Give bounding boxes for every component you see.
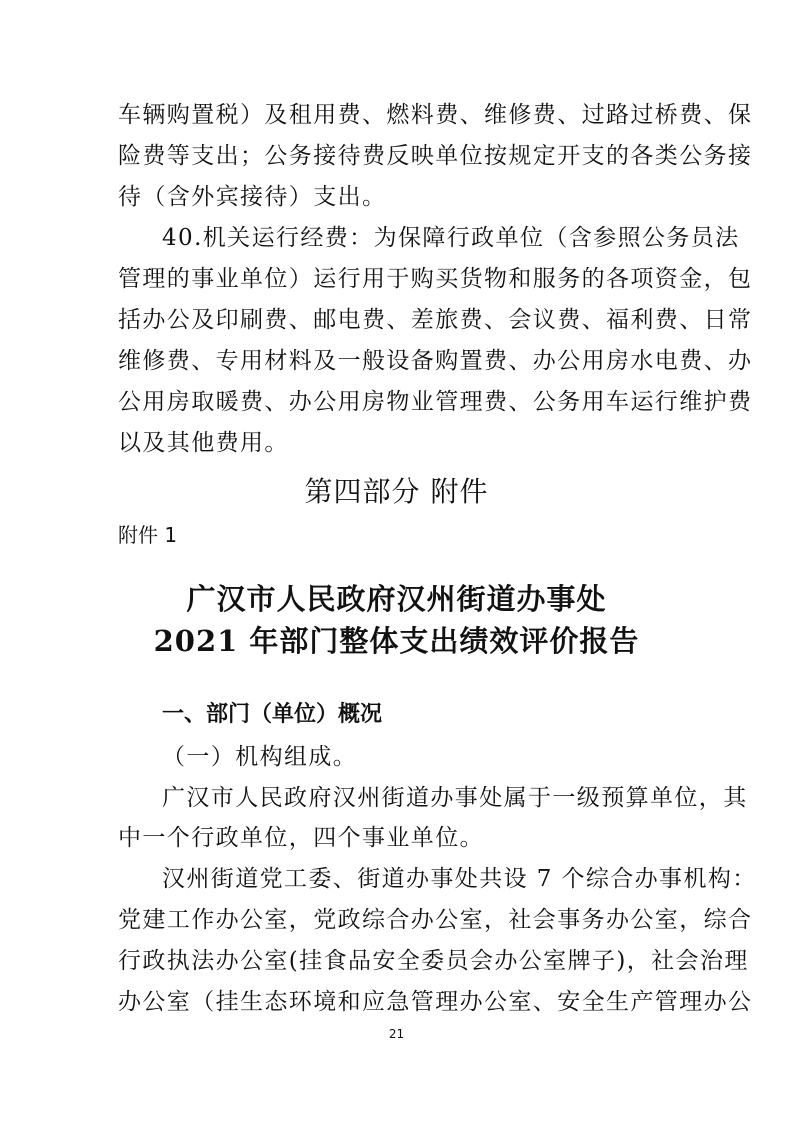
definition-40-line-2: 管理的事业单位）运行用于购买货物和服务的各项资金，包 <box>118 266 753 292</box>
para2-line-1: 汉州街道党工委、街道办事处共设 7 个综合办事机构： <box>162 866 757 892</box>
attachment-label: 附件 1 <box>118 523 178 547</box>
continued-line-2: 险费等支出；公务接待费反映单位按规定开支的各类公务接 <box>118 143 753 169</box>
section-subheading: （一）机构组成。 <box>162 744 358 770</box>
section-heading: 一、部门（单位）概况 <box>162 702 383 727</box>
page-number: 21 <box>388 1027 405 1041</box>
para1-line-2: 中一个行政单位，四个事业单位。 <box>118 825 484 851</box>
definition-40-line-5: 公用房取暖费、办公用房物业管理费、公务用车运行维护费 <box>118 389 753 415</box>
definition-40-line-4: 维修费、专用材料及一般设备购置费、办公用房水电费、办 <box>118 348 753 374</box>
para1-line-1: 广汉市人民政府汉州街道办事处属于一级预算单位，其 <box>162 785 748 811</box>
part-heading: 第四部分 附件 <box>304 475 489 508</box>
para2-line-2: 党建工作办公室，党政综合办公室，社会事务办公室，综合 <box>118 907 753 933</box>
para2-line-3: 行政执法办公室(挂食品安全委员会办公室牌子)，社会治理 <box>118 948 749 974</box>
report-title-line-1: 广汉市人民政府汉州街道办事处 <box>186 582 607 616</box>
para2-line-4: 办公室（挂生态环境和应急管理办公室、安全生产管理办公 <box>118 989 753 1015</box>
definition-40-line-6: 以及其他费用。 <box>118 430 289 456</box>
definition-40-line-3: 括办公及印刷费、邮电费、差旅费、会议费、福利费、日常 <box>118 307 753 333</box>
continued-line-3: 待（含外宾接待）支出。 <box>118 184 387 210</box>
continued-line-1: 车辆购置税）及租用费、燃料费、维修费、过路过桥费、保 <box>118 102 753 128</box>
report-title-line-2: 2021 年部门整体支出绩效评价报告 <box>153 624 640 658</box>
definition-40-line-1: 40.机关运行经费：为保障行政单位（含参照公务员法 <box>162 225 740 251</box>
